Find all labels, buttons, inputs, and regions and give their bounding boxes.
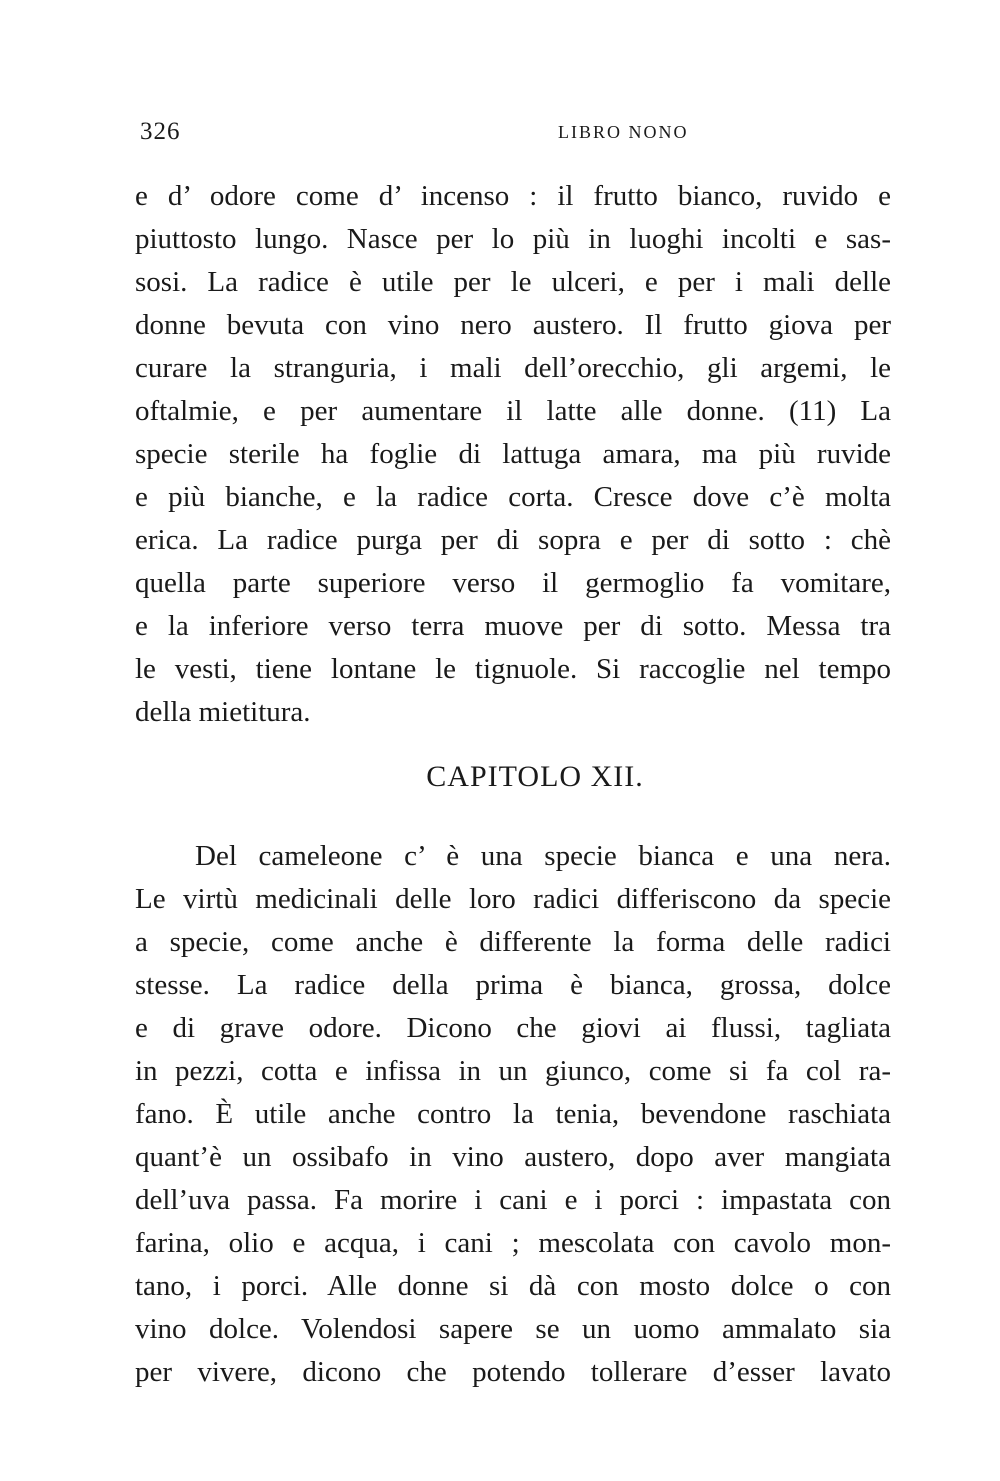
text-line: e di grave odore. Dicono che giovi ai flussi, tagliata [135,1012,891,1044]
chapter-heading-text: CAPITOLO XII. [426,760,644,793]
text-line: sosi. La radice è utile per le ulceri, e per i mali delle [135,266,891,298]
continued-paragraph [135,175,891,734]
text-line: e d’ odore come d’ incenso : il frutto bianco, ruvido e [135,180,891,212]
text-line: tano, i porci. Alle donne si dà con mosto dolce o con [135,1270,891,1302]
chapter-paragraph [135,835,891,1394]
text-line: erica. La radice purga per di sopra e per di sotto : chè [135,524,891,556]
text-line: dell’uva passa. Fa morire i cani e i porci : impastata con [135,1184,891,1216]
text-line: Le virtù medicinali delle loro radici differiscono da specie [135,883,891,915]
text-line: piuttosto lungo. Nasce per lo più in luoghi incolti e sas- [135,223,891,255]
text-line: farina, olio e acqua, i cani ; mescolata con cavolo mon- [135,1227,891,1259]
text-line: vino dolce. Volendosi sapere se un uomo ammalato sia [135,1313,891,1345]
text-line: specie sterile ha foglie di lattuga amara, ma più ruvide [135,438,891,470]
running-head [135,118,891,148]
text-line: curare la stranguria, i mali dell’orecchio, gli argemi, le [135,352,891,384]
text-line: quant’è un ossibafo in vino austero, dopo aver mangiata [135,1141,891,1173]
chapter-heading [0,760,1000,794]
text-line: e più bianche, e la radice corta. Cresce dove c’è molta [135,481,891,513]
text-line: della mietitura. [135,696,311,728]
text-line: per vivere, dicono che potendo tollerare d’esser lavato [135,1356,891,1388]
text-line: donne bevuta con vino nero austero. Il frutto giova per [135,309,891,341]
text-line: quella parte superiore verso il germoglio fa vomitare, [135,567,891,599]
text-line: Del cameleone c’ è una specie bianca e una nera. [195,840,891,872]
text-line: a specie, come anche è differente la forma delle radici [135,926,891,958]
text-line: stesse. La radice della prima è bianca, grossa, dolce [135,969,891,1001]
text-line: fano. È utile anche contro la tenia, bevendone raschiata [135,1098,891,1130]
running-title: LIBRO NONO [558,122,689,142]
text-line: oftalmie, e per aumentare il latte alle donne. (11) La [135,395,891,427]
text-line: e la inferiore verso terra muove per di sotto. Messa tra [135,610,891,642]
text-line: le vesti, tiene lontane le tignuole. Si raccoglie nel tempo [135,653,891,685]
page-number: 326 [140,118,181,145]
text-line: in pezzi, cotta e infissa in un giunco, come si fa col ra- [135,1055,891,1087]
